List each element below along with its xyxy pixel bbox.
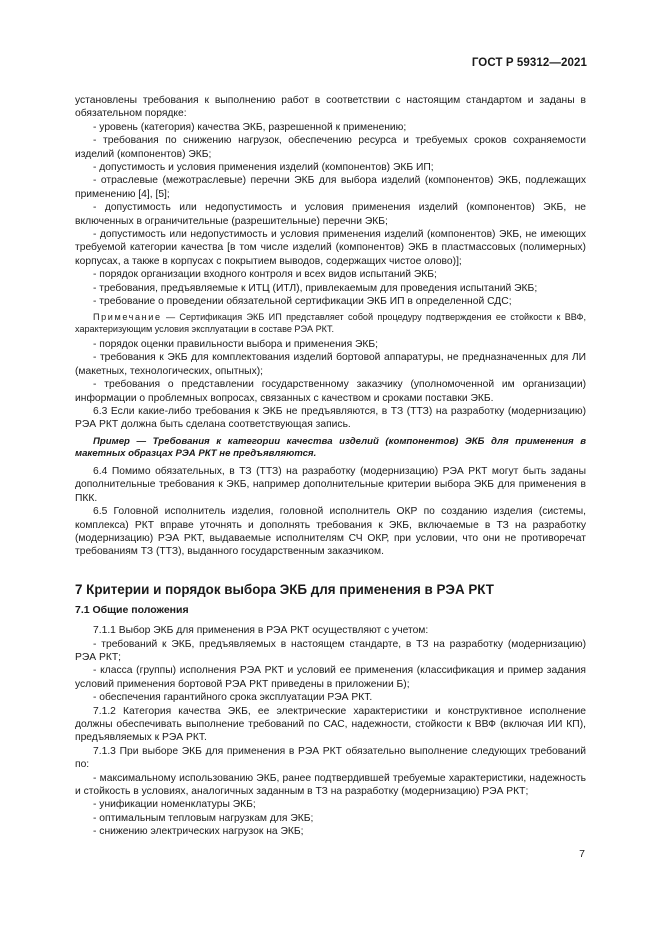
paragraph: 7.1.3 При выборе ЭКБ для применения в РЭА РКТ обязательно выполнение следующих требований по: <box>75 745 586 771</box>
paragraph: 7.1.2 Категория качества ЭКБ, ее электрические характеристики и конструктивное исполнение должны обеспечивать выполнение требований по САС, надежности, стойкости к ВВФ (включая ИИ КП), предъявляемых к РЭА РКТ. <box>75 705 586 744</box>
paragraph: 6.4 Помимо обязательных, в ТЗ (ТТЗ) на разработку (модернизацию) РЭА РКТ могут быть заданы дополнительные требования к ЭКБ, например дополнительные критерии выбора ЭКБ для применения в ПКК. <box>75 465 586 504</box>
list-item: - допустимость или недопустимость и условия применения изделий (компонентов) ЭКБ, не включенных в ограничительные (разрешительные) перечни ЭКБ; <box>75 202 586 227</box>
subsection-title: 7.1 Общие положения <box>75 603 189 616</box>
section-title: 7 Критерии и порядок выбора ЭКБ для применения в РЭА РКТ <box>75 581 494 597</box>
list-item: - требования по снижению нагрузок, обеспечению ресурса и требуемых сроков сохраняемости изделий (компонентов) ЭКБ; <box>75 135 586 160</box>
list-item: - снижению электрических нагрузок на ЭКБ; <box>93 826 304 838</box>
note-text: — Сертификация ЭКБ ИП представляет собой процедуру подтверждения ее стойкости к ВВФ, характеризующим условия эксплуатации в составе РЭА РКТ. <box>75 311 586 334</box>
note <box>75 311 586 335</box>
paragraph: установлены требования к выполнению работ в соответствии с настоящим стандартом и заданы в обязательном порядке: <box>75 95 586 120</box>
list-item: - требование о проведении обязательной сертификации ЭКБ ИП в определенной СДС; <box>93 296 512 308</box>
list-item: - отраслевые (межотраслевые) перечни ЭКБ для выбора изделий (компонентов) ЭКБ, подлежащих применению [4], [5]; <box>75 175 586 200</box>
list-item: - требования к ЭКБ для комплектования изделий бортовой аппаратуры, не предназначенных для ЛИ (макетных, технологических, опытных); <box>75 352 586 377</box>
list-item: - допустимость и условия применения изделий (компонентов) ЭКБ ИП; <box>93 162 434 174</box>
paragraph: 7.1.1 Выбор ЭКБ для применения в РЭА РКТ осуществляют с учетом: <box>93 625 429 637</box>
list-item: - класса (группы) исполнения РЭА РКТ и условий ее применения (классификация и пример задания условий применения бортовой РЭА РКТ приведены в приложении Б); <box>75 665 586 690</box>
list-item: - порядок организации входного контроля и всех видов испытаний ЭКБ; <box>93 269 437 281</box>
note-label: Примечание <box>93 311 162 322</box>
list-item: - обеспечения гарантийного срока эксплуатации РЭА РКТ. <box>93 692 373 704</box>
paragraph: 6.5 Головной исполнитель изделия, головной исполнитель ОКР по созданию изделия (системы, комплекса) РКТ вправе уточнять и дополнять требования к ЭКБ, включаемые в ТЗ на разработку (модернизацию) РЭА РКТ, выдаваемые исполнителям СЧ ОКР, при условии, что они не противоречат требованиям ТЗ (ТТЗ), выданного государственным заказчиком. <box>75 506 586 558</box>
list-item: - оптимальным тепловым нагрузкам для ЭКБ; <box>93 812 314 824</box>
list-item: - уровень (категория) качества ЭКБ, разрешенной к применению; <box>93 121 407 133</box>
page-number: 7 <box>579 848 585 860</box>
list-item: - унификации номенклатуры ЭКБ; <box>93 799 256 811</box>
paragraph: 6.3 Если какие-либо требования к ЭКБ не предъявляются, в ТЗ (ТТЗ) на разработку (модернизацию) РЭА РКТ должна быть сделана соответствующая запись. <box>75 405 586 431</box>
document-header: ГОСТ Р 59312—2021 <box>471 57 587 69</box>
list-item: - максимальному использованию ЭКБ, ранее подтвердившей требуемые характеристики, надежность и стойкость в условиях, аналогичных заданным в ТЗ на разработку (модернизацию) РЭА РКТ; <box>75 772 586 798</box>
list-item: - порядок оценки правильности выбора и применения ЭКБ; <box>93 338 379 350</box>
list-item: - требования о представлении государственному заказчику (уполномоченной им организации) информации о проблемных вопросах, связанных с качеством и сроками поставки ЭКБ. <box>75 379 586 404</box>
list-item: - требования, предъявляемые к ИТЦ (ИТЛ), привлекаемым для проведения испытаний ЭКБ; <box>93 282 538 294</box>
document-body <box>75 94 586 839</box>
list-item: - требований к ЭКБ, предъявляемых в настоящем стандарте, в ТЗ на разработку (модернизацию) РЭА РКТ; <box>75 638 586 663</box>
example: Пример — Требования к категории качества изделий (компонентов) ЭКБ для применения в макетных образцах РЭА РКТ не предъявляются. <box>75 435 586 460</box>
list-item: - допустимость или недопустимость и условия применения изделий (компонентов) ЭКБ, не имеющих требуемой категории качества [в том числе изделий (компонентов) ЭКБ в пластмассовых (полимерных) корпусах, а также в корпусах с покрытием выводов, содержащих чистое олово)]; <box>75 229 586 267</box>
